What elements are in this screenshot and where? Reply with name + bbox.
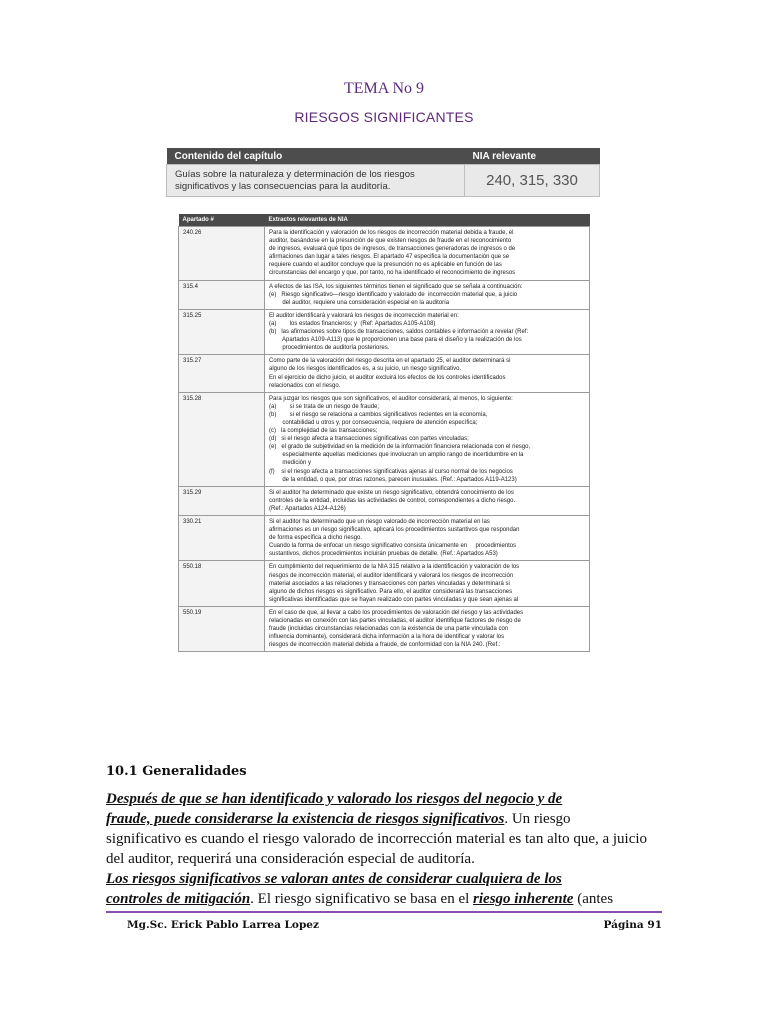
extract-line: En cumplimiento del requerimiento de la NIA 315 relativo a la identificación y valoración de los: [269, 564, 520, 571]
topic-number: TEMA No 9: [344, 80, 424, 97]
emphasis-text: riesgo inherente: [473, 891, 574, 907]
nia-table-row: [179, 606, 590, 651]
extract-line: El auditor identificará y valorará los riesgos de incorrección material en:: [269, 312, 459, 319]
chapter-content-header: Contenido del capítulo: [167, 148, 465, 165]
paragraph-line: [106, 809, 662, 829]
extract-line: afirmaciones es un riesgo significativo, aplicará los procedimientos sustantivos que respondan: [269, 527, 520, 534]
extracts-header: Extractos relevantes de NIA: [265, 214, 590, 227]
extract-cell: [265, 516, 590, 561]
extract-line: Cuando la forma de enfocar un riesgo significativo consista únicamente en procedimientos: [269, 543, 517, 550]
extract-line: Si el auditor ha determinado que un riesgo valorado de incorrección material en las: [269, 519, 490, 525]
paragraph-valuation: [106, 869, 662, 909]
extract-line: riesgos de incorrección material, el auditor identificará y valorará los riesgos de incorrección: [269, 572, 514, 579]
extract-cell: [265, 355, 590, 392]
chapter-content-table: [166, 148, 600, 197]
extract-line: A efectos de las ISA, los siguientes términos tienen el significado que se señala a continuación:: [269, 283, 523, 290]
footer-author: Mg.Sc. Erick Pablo Larrea Lopez: [127, 919, 319, 931]
paragraph-line: significativo es cuando el riesgo valorado de incorrección material es tan alto que, a juicio: [106, 831, 648, 847]
extract-line: (Ref.: Apartados A124-A126): [269, 505, 346, 512]
extract-line: material asociados a las relaciones y transacciones con partes vinculadas y determinará si: [269, 580, 510, 587]
extract-line: contabilidad u otros y, por consecuencia, requiere de atención específica;: [269, 419, 478, 426]
extract-line: (b) si el riesgo se relaciona a cambios significativos recientes en la economía,: [269, 411, 488, 418]
nia-table-row: [179, 309, 590, 354]
chapter-content-cell: Guías sobre la naturaleza y determinación de los riesgos significativos y las consecuencias para la auditoría.: [167, 165, 465, 197]
nia-table-row: [179, 355, 590, 392]
nia-table-row: [179, 280, 590, 309]
extract-line: (f) si el riesgo afecta a transacciones significativas ajenas al curso normal de los negocios: [269, 468, 513, 475]
apartado-cell: 330.21: [179, 516, 265, 561]
plain-text: . El riesgo significativo se basa en el: [250, 891, 474, 907]
extract-line: de la entidad, o que, por otras razones, parecen inusuales. (Ref.: Apartados A119-A123): [269, 476, 517, 483]
emphasis-text: controles de mitigación: [106, 891, 251, 907]
extract-line: En el caso de que, al llevar a cabo los procedimientos de valoración del riesgo y las actividades: [269, 609, 524, 616]
extract-line: Apartados A109-A113) que le proporcionen una base para el diseño y la realización de los: [269, 337, 522, 344]
extract-line: circunstancias del encargo y que, por tanto, no ha identificado el reconocimiento de ingresos: [269, 270, 516, 277]
extract-cell: [265, 561, 590, 606]
extract-line: riesgos de incorrección material debida a fraude, de conformidad con la NIA 240. (Ref.:: [269, 642, 501, 649]
extract-line: sustantivos, dichos procedimientos incluirán pruebas de detalle. (Ref.: Apartados A53): [269, 551, 498, 558]
paragraph-line: del auditor, requerirá una consideración especial de auditoría.: [106, 851, 475, 867]
extract-line: relacionadas en conexión con las partes vinculadas, el auditor identifique factores de riesgo de: [269, 618, 521, 625]
extract-line: (a) si se trata de un riesgo de fraude;: [269, 403, 380, 410]
extract-cell: [265, 227, 590, 281]
apartado-cell: 315.4: [179, 280, 265, 309]
apartado-cell: 550.19: [179, 606, 265, 651]
extract-line: (c) la complejidad de las transacciones;: [269, 428, 378, 435]
extract-line: alguno de dichos riesgos es significativo. Para ello, el auditor considerará las transacciones: [269, 588, 513, 595]
emphasis-text: fraude, puede considerarse la existencia de riesgos significativos: [106, 811, 505, 827]
nia-extracts-table: [178, 214, 590, 652]
extract-line: Para la identificación y valoración de los riesgos de incorrección material debida a fraude, el: [269, 230, 514, 236]
apartado-cell: 315.27: [179, 355, 265, 392]
extract-line: medición y: [269, 460, 312, 467]
extract-cell: [265, 280, 590, 309]
apartado-cell: 315.25: [179, 309, 265, 354]
extract-line: relacionados con el riesgo.: [269, 382, 341, 389]
paragraph-line: Los riesgos significativos se valoran antes de considerar cualquiera de los: [106, 871, 562, 887]
extract-cell: [265, 486, 590, 515]
extract-line: controles de la entidad, incluidas las actividades de control, correspondientes a dicho riesgo.: [269, 497, 516, 504]
extract-line: (a) los estados financieros; y (Ref: Apartados A105-A108): [269, 320, 436, 327]
extract-line: especialmente aquellas mediciones que involucran un amplio rango de incertidumbre en la: [269, 452, 524, 459]
extract-line: afirmaciones dan lugar a tales riesgos. El apartado 47 especifica la documentación que se: [269, 254, 510, 261]
relevant-nia-cell: 240, 315, 330: [465, 165, 600, 197]
extract-line: fraude (incluidas circunstancias relacionadas con la existencia de una parte vinculada con: [269, 626, 509, 633]
plain-text: . Un riesgo: [504, 811, 571, 827]
apartado-cell: 315.29: [179, 486, 265, 515]
apartado-header: Apartado #: [179, 214, 265, 227]
nia-table-row: [179, 486, 590, 515]
extract-line: (d) si el riesgo afecta a transacciones significativas con partes vinculadas;: [269, 436, 469, 443]
extract-line: (e) el grado de subjetividad en la medición de la información financiera relacionada con el riesgo,: [269, 444, 531, 451]
nia-table-row: [179, 392, 590, 486]
footer-page-number: Página 91: [603, 919, 662, 931]
apartado-cell: 550.18: [179, 561, 265, 606]
extract-line: de forma específica a dicho riesgo.: [269, 535, 363, 542]
extract-line: En el ejercicio de dicho juicio, el auditor excluirá los efectos de los controles identificados: [269, 374, 506, 381]
nia-table-row: [179, 516, 590, 561]
nia-table-row: [179, 227, 590, 281]
extract-cell: [265, 606, 590, 651]
extract-line: Para juzgar los riesgos que son significativos, el auditor considerará, al menos, lo siguiente:: [269, 395, 513, 402]
extract-line: Si el auditor ha determinado que existe un riesgo significativo, obtendrá conocimiento de los: [269, 489, 514, 496]
paragraph-significant-risk: [106, 789, 662, 869]
extract-line: alguno de los riesgos identificados es, a su juicio, un riesgo significativo.: [269, 366, 462, 373]
relevant-nia-header: NIA relevante: [465, 148, 600, 165]
extract-cell: [265, 392, 590, 486]
paragraph-line: Después de que se han identificado y valorado los riesgos del negocio y de: [106, 791, 563, 807]
extract-line: auditor, basándose en la presunción de que existen riesgos de fraude en el reconocimiento: [269, 238, 512, 245]
extract-cell: [265, 309, 590, 354]
extract-line: Como parte de la valoración del riesgo descrita en el apartado 25, el auditor determinará si: [269, 358, 511, 365]
extract-line: requiere cuando el auditor concluye que la presunción no es aplicable en función de las: [269, 262, 502, 269]
extract-line: del auditor, requiere una consideración especial en la auditoría: [269, 299, 450, 306]
topic-title: RIESGOS SIGNIFICANTES: [294, 109, 474, 125]
apartado-cell: 240.26: [179, 227, 265, 281]
extract-line: (b) las afirmaciones sobre tipos de transacciones, saldos contables e información a revelar (Ref:: [269, 329, 529, 336]
extract-line: (e) Riesgo significativo—riesgo identificado y valorado de incorrección material que, a juicio: [269, 291, 518, 298]
paragraph-line: [106, 889, 662, 909]
extract-line: de ingresos, evaluará qué tipos de ingresos, de transacciones generadoras de ingresos o de: [269, 246, 516, 253]
extract-line: procedimientos de auditoría posteriores.: [269, 345, 390, 352]
plain-text: (antes: [573, 891, 614, 907]
nia-table-row: [179, 561, 590, 606]
extract-line: influencia dominante), considerará dicha información a la hora de identificar y valorar los: [269, 634, 505, 641]
apartado-cell: 315.28: [179, 392, 265, 486]
footer-divider: [106, 911, 662, 913]
extract-line: significativas identificadas que se hayan realizado con partes vinculadas y que sean ajenas al: [269, 596, 519, 603]
section-heading: 10.1 Generalidades: [106, 764, 247, 779]
